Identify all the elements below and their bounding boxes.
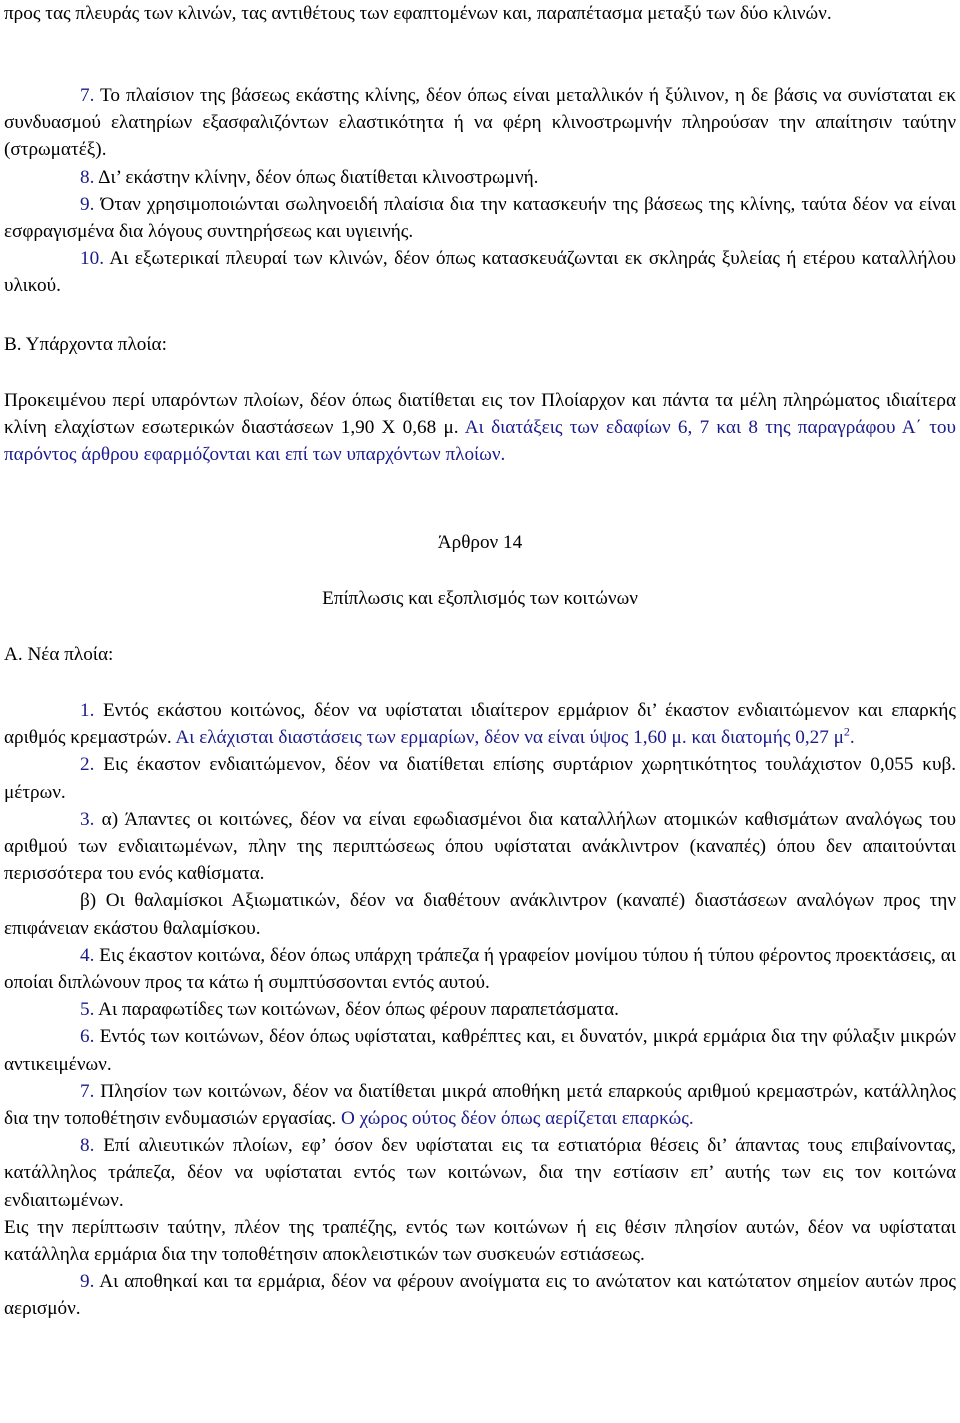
- list-item: [4, 245, 956, 299]
- superscript: 2: [843, 724, 850, 739]
- list-item: [4, 1132, 956, 1214]
- list-item: [4, 751, 956, 805]
- item-text: Δι’ εκάστην κλίνην, δέον όπως διατίθεται κλινοστρωμνή.: [94, 166, 539, 188]
- section-a-heading: Α. Νέα πλοία:: [4, 644, 114, 665]
- section-b-text-2: Αι διατάξεις των εδαφίων 6, 7 και 8 της παραγράφου Α΄ του παρόντος άρθρου εφαρμόζονται και επί των υπαρχόντων πλοίων.: [4, 417, 956, 466]
- item-text: Εντός εκάστου κοιτώνος, δέον να υφίσταται ιδιαίτερον ερμάριον δι’ έκαστον ενδιαιτώμενον και επαρκής αριθμός κρεμαστρών.: [4, 700, 956, 749]
- item-text-accent: Ο χώρος ούτος δέον όπως αερίζεται επαρκώς.: [340, 1108, 694, 1130]
- list-item-continuation: Εις την περίπτωσιν ταύτην, πλέον της τραπέζης, εντός των κοιτώνων ή εις θέσιν πλησίον αυτών, δέον να υφίσταται κατάλληλα ερμάρια δια την τοποθέτησιν αποκλειστικών των συσκευών εστιάσεως.: [4, 1216, 956, 1266]
- list-item: [4, 1268, 956, 1322]
- article-title: Άρθρον 14: [437, 532, 523, 553]
- items-list-b: [4, 697, 956, 1323]
- intro-block: [4, 0, 956, 27]
- item-number: 4.: [80, 944, 95, 966]
- section-b-heading: Β. Υπάρχοντα πλοία:: [4, 334, 167, 355]
- list-item: [4, 1078, 956, 1132]
- item-number: 1.: [80, 700, 95, 721]
- item-text: Αι εξωτερικαί πλευραί των κλινών, δέον όπως κατασκευάζωνται εκ σκληράς ξυλείας ή ετέρου καταλλήλου υλικού.: [4, 248, 956, 297]
- item-number: 3.: [80, 808, 95, 830]
- list-item: [4, 164, 956, 191]
- article-header: [4, 529, 956, 556]
- item-text: Εις έκαστον ενδιαιτώμενον, δέον να διατίθεται επίσης συρτάριον χωρητικότητος τουλάχιστον 0,055 κυβ. μέτρων.: [4, 754, 956, 803]
- item-number: 9.: [80, 1271, 95, 1293]
- item-number: 8.: [80, 166, 95, 188]
- item-text: α) Άπαντες οι κοιτώνες, δέον να είναι εφωδιασμένοι δια καταλλήλων ατομικών καθισμάτων αναλόγως του αριθμού των ενδιαιτωμένων, πλην της περιπτώσεως όπου υφίσταται ανάκλιντρον (καναπές) όπου δεν απαιτούνται περισσότερα του ενός καθίσματα.: [4, 808, 956, 885]
- section-b-body: [4, 387, 956, 469]
- article-subtitle: Επίπλωσις και εξοπλισμός των κοιτώνων: [322, 588, 638, 609]
- item-text: Όταν χρησιμοποιώνται σωληνοειδή πλαίσια δια την κατασκευήν της βάσεως της κλίνης, ταύτα δέον να είναι εσφραγισμένα δια λόγους συντηρήσεως και υγιεινής.: [4, 193, 956, 243]
- item-number: 2.: [80, 754, 95, 776]
- list-item: β) Οι θαλαμίσκοι Αξιωματικών, δέον να διαθέτουν ανάκλιντρον (καναπέ) διαστάσεων αναλόγων προς την επιφάνειαν εκάστου θαλαμίσκου.: [4, 890, 956, 939]
- item-text: Αι παραφωτίδες των κοιτώνων, δέον όπως φέρουν παραπετάσματα.: [94, 999, 619, 1021]
- list-item: [4, 1023, 956, 1077]
- item-text: Αι αποθηκαί και τα ερμάρια, δέον να φέρουν ανοίγματα εις το ανώτατον και κατώτατον σημείον αυτών προς αερισμόν.: [4, 1271, 956, 1320]
- section-b-paragraph: [4, 387, 956, 469]
- list-item: [4, 996, 956, 1023]
- item-number: 10.: [80, 248, 104, 270]
- item-number: 9.: [80, 193, 95, 215]
- item-text: Πλησίον των κοιτώνων, δέον να διατίθεται μικρά αποθήκη μετά επαρκούς αριθμού κρεμαστρών, κατάλληλος δια την τοποθέτησιν ενδυμασιών εργασίας.: [4, 1080, 956, 1130]
- intro-paragraph: προς τας πλευράς των κλινών, τας αντιθέτους των εφαπτομένων και, παραπέτασμα μεταξύ των δύο κλινών.: [4, 3, 832, 24]
- item-text: Εντός των κοιτώνων, δέον όπως υφίσταται, καθρέπτες και, ει δυνατόν, μικρά ερμάρια δια την φύλαξιν μικρών αντικειμένων.: [4, 1026, 956, 1075]
- section-b: [4, 331, 956, 358]
- list-item: [4, 806, 956, 888]
- item-text: Εις έκαστον κοιτώνα, δέον όπως υπάρχη τράπεζα ή γραφείον μονίμου τύπου ή τύπου φέροντος προεκτάσεις, αι οποίαι διπλώνουν προς τα κάτω ή συμπτύσσονται εντός αυτού.: [4, 944, 956, 994]
- section-b-text-1: Προκειμένου περί υπαρόντων πλοίων, δέον όπως διατίθεται εις τον Πλοίαρχον και πάντα τα μέλη πληρώματος ιδιαίτερα κλίνη ελαχίστων εσωτερικών διαστάσεων 1,90 Χ 0,68 μ.: [4, 390, 956, 439]
- list-item: [4, 697, 956, 751]
- article-subtitle-block: [4, 585, 956, 612]
- item-number: 5.: [80, 999, 95, 1021]
- item-number: 6.: [80, 1026, 95, 1048]
- item-number: 8.: [80, 1135, 95, 1157]
- items-list-a: [4, 82, 956, 300]
- item-text: Το πλαίσιον της βάσεως εκάστης κλίνης, δέον όπως είναι μεταλλικόν ή ξύλινον, η δε βάσις να συνίσταται εκ συνδυασμού ελατηρίων εξασφαλιζόντων ελαστικότητα ή να φέρη κλινοστρωμνήν πληρούσαν την απαίτησιν ταύτην (στρωματέξ).: [4, 85, 956, 161]
- item-number: 7.: [80, 85, 95, 106]
- item-text: Επί αλιευτικών πλοίων, εφ’ όσον δεν υφίσταται εις τα εστιατόρια θέσεις δι’ άπαντας τους επιβαίνοντας, κατάλληλος τράπεζα, δέον να υφίσταται εντός των κοιτώνων, δια την εστίασιν επ’ αυτής των εις τον κοιτώνα ενδιαιτωμένων.: [4, 1135, 956, 1211]
- section-a: [4, 641, 956, 668]
- list-item: [4, 82, 956, 164]
- item-text-accent: Αι ελάχισται διαστάσεις των ερμαρίων, δέον να είναι ύψος 1,60 μ. και διατομής 0,27 μ: [175, 727, 844, 749]
- item-number: 7.: [80, 1080, 95, 1102]
- list-item: [4, 942, 956, 996]
- item-end: .: [849, 727, 855, 749]
- list-item: [4, 191, 956, 245]
